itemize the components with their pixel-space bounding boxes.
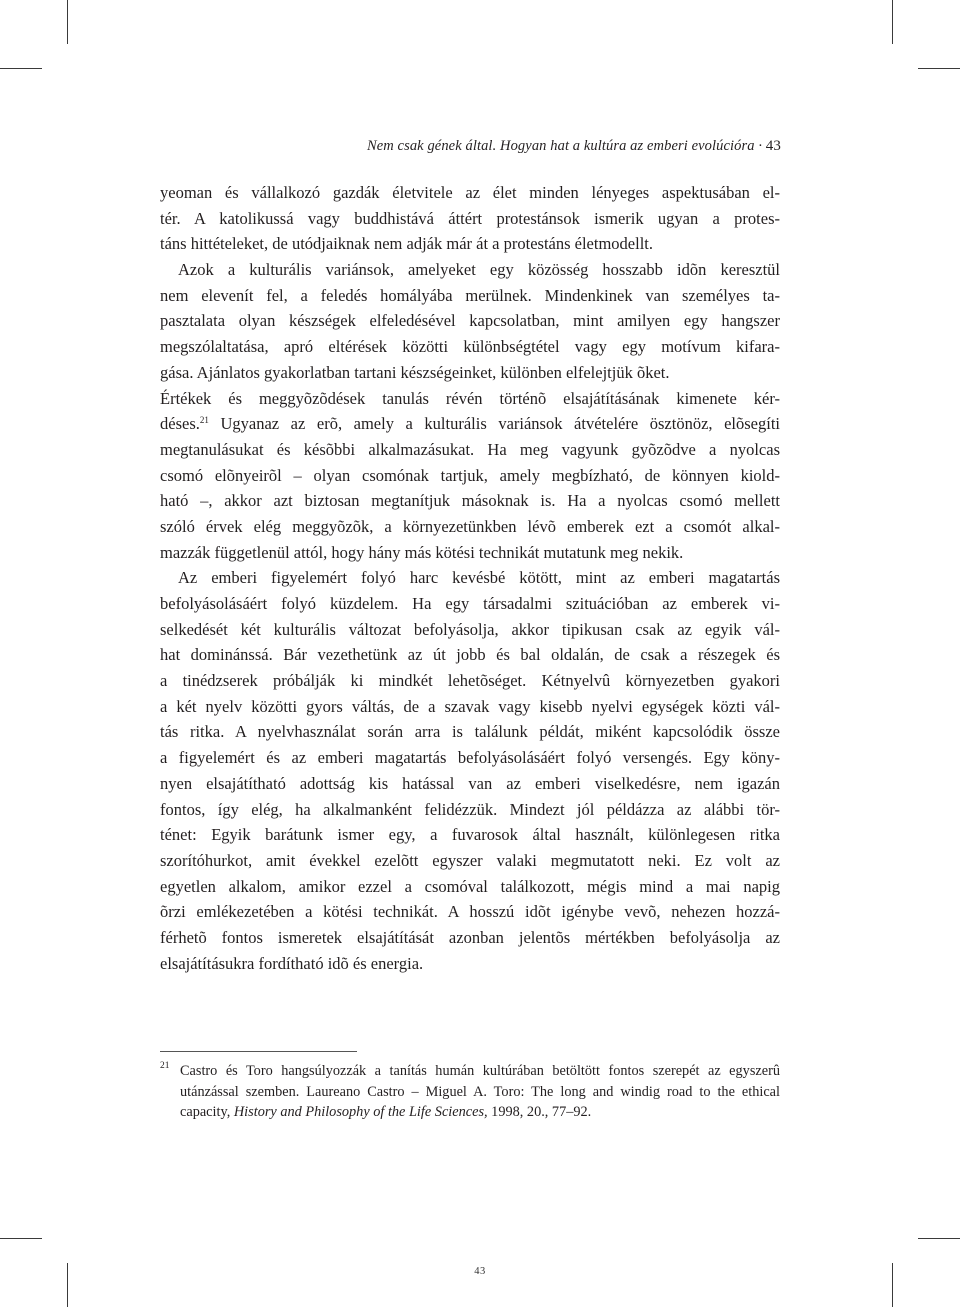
text-line: tér. A katolikussá vagy buddhistává áttért protestánsok ismerik ugyan a protes- — [160, 208, 780, 228]
text-line: Azok a kulturális variánsok, amelyeket egy közösség hosszabb idõn keresztül — [178, 260, 780, 280]
text-line: befolyásolásáért folyó küzdelem. Ha egy társadalmi szituációban az emberek vi- — [160, 594, 780, 613]
text-line: nem elevenít fel, a feledés homályába merülnek. Mindenkinek van személyes ta- — [160, 285, 780, 305]
text-line: elsajátításukra fordítható idõ és energia. — [160, 953, 424, 973]
text-line: hat dominánssá. Bár vezethetünk az út jobb és bal oldalán, de csak a részegek és — [160, 645, 780, 665]
text-line: selkedését két kulturális változat befolyásolja, akkor tipikusan csak az egyik vál- — [160, 619, 780, 639]
text-line: férhetõ fontos ismeretek elsajátítását azonban jelentõs mértékben befolyásolja az — [160, 927, 780, 947]
text-line: megtanulásukat és késõbbi alkalmazásukat. Ha meg vagyunk gyõzõdve a nyolcas — [160, 439, 780, 459]
text-line: õrzi emlékezetében a kötési technikát. A hosszú idõt igénybe vevõ, nehezen hozzá- — [160, 902, 780, 922]
footnote-divider — [160, 1051, 357, 1052]
text-line: szóló érvek elég meggyõzõk, a környezetünkben lévõ emberek ezt a csomót alkal- — [160, 516, 780, 536]
text-line: egyetlen alkalom, amikor ezzel a csomóval találkozott, mégis mind a mai napig — [160, 876, 780, 896]
crop-mark-top-left-h — [0, 68, 42, 69]
text-line: gása. Ajánlatos gyakorlatban tartani készségeinket, különben elfelejtjük õket. — [160, 362, 670, 382]
text-line: táns hittételeket, de utódjaiknak nem adják már át a protestáns életmodellt. — [160, 234, 654, 254]
footnote-number: 21 — [160, 1061, 170, 1071]
footnote-line: utánzással szemben. Laureano Castro – Miguel A. Toro: The long and windig road to the ethical — [180, 1083, 780, 1100]
text-segment: déses. — [160, 414, 200, 434]
text-line: Az emberi figyelemért folyó harc kevésbé kötött, mint az emberi magatartás — [178, 568, 780, 588]
text-line: a tinédzserek próbálják ki mindkét lehetõséget. Kétnyelvû környezetben gyakori — [160, 671, 780, 691]
crop-mark-top-right — [892, 0, 893, 44]
running-head-title: Nem csak gének által. Hogyan hat a kultúra az emberi evolúcióra · — [366, 138, 763, 154]
footnotes — [160, 1061, 780, 1123]
text-line: csomó elõnyeirõl – olyan csomónak tartjuk, amely megbízható, de könnyen kiold- — [160, 465, 780, 485]
text-line: fontos, így elég, ha alkalmanként felidézzük. Mindezt jól példázza az alábbi tör- — [160, 799, 780, 819]
footnote-line: Castro és Toro hangsúlyozzák a tanítás humán kultúrában betöltött fontos szerepét az egyszerû — [180, 1063, 780, 1079]
footnote-reference: 21 — [199, 415, 209, 426]
text-segment: Ugyanaz az erõ, amely a kulturális variánsok átvételére ösztönöz, elõsegíti — [220, 414, 780, 434]
text-line: megszólaltatása, apró eltérések közötti különbségtétel vagy egy motívum kifara- — [160, 337, 780, 357]
crop-mark-bottom-right-h — [918, 1238, 960, 1239]
text-line: nyen elsajátítható adottság kis hatással van az emberi viselkedésre, nem igazán — [160, 773, 780, 793]
footnote-journal-title: History and Philosophy of the Life Sciences, — [233, 1104, 488, 1121]
footnote-line — [180, 1102, 780, 1123]
running-head — [367, 138, 781, 155]
text-line: mazzák függetlenül attól, hogy hány más kötési technikát mutatunk meg nekik. — [160, 542, 684, 562]
crop-mark-bottom-left-h — [0, 1238, 42, 1239]
text-line: ténet: Egyik barátunk ismer egy, a fuvarosok által használt, különlegesen ritka — [160, 825, 780, 845]
text-line: szorítóhurkot, amit évekkel ezelõtt egyszer valaki megmutatott neki. Ez volt az — [160, 850, 780, 870]
body-text — [160, 180, 780, 976]
running-head-page-number: 43 — [765, 138, 781, 154]
crop-mark-top-right-h — [918, 68, 960, 69]
footnote-text: 1998, 20., 77–92. — [491, 1104, 592, 1121]
text-line: yeoman és vállalkozó gazdák életvitele az élet minden lényeges aspektusában el- — [160, 183, 780, 202]
text-line: a két nyelv közötti gyors váltás, de a szavak vagy kisebb nyelvi egységek közti vál- — [160, 696, 780, 716]
crop-mark-top-left — [67, 0, 68, 44]
text-line: ható –, akkor azt biztosan megtanítjuk másoknak is. Ha a nyolcas csomó mellett — [160, 491, 780, 511]
text-line: pasztalata olyan készségek elfeledésével kapcsolatban, mint amilyen egy hangszer — [160, 311, 780, 331]
text-line: tás ritka. A nyelvhasználat során arra is találunk példát, miként kapcsolódik össze — [160, 722, 780, 742]
footnote-text: capacity, — [180, 1104, 231, 1121]
page-number: 43 — [474, 1266, 486, 1277]
text-line-with-footnote — [160, 411, 780, 437]
text-line: a figyelemért és az emberi magatartás befolyásolásáért folyó versengés. Egy köny- — [160, 748, 780, 768]
text-line: Értékek és meggyõzõdések tanulás révén történõ elsajátításának kimenete kér- — [160, 388, 780, 408]
